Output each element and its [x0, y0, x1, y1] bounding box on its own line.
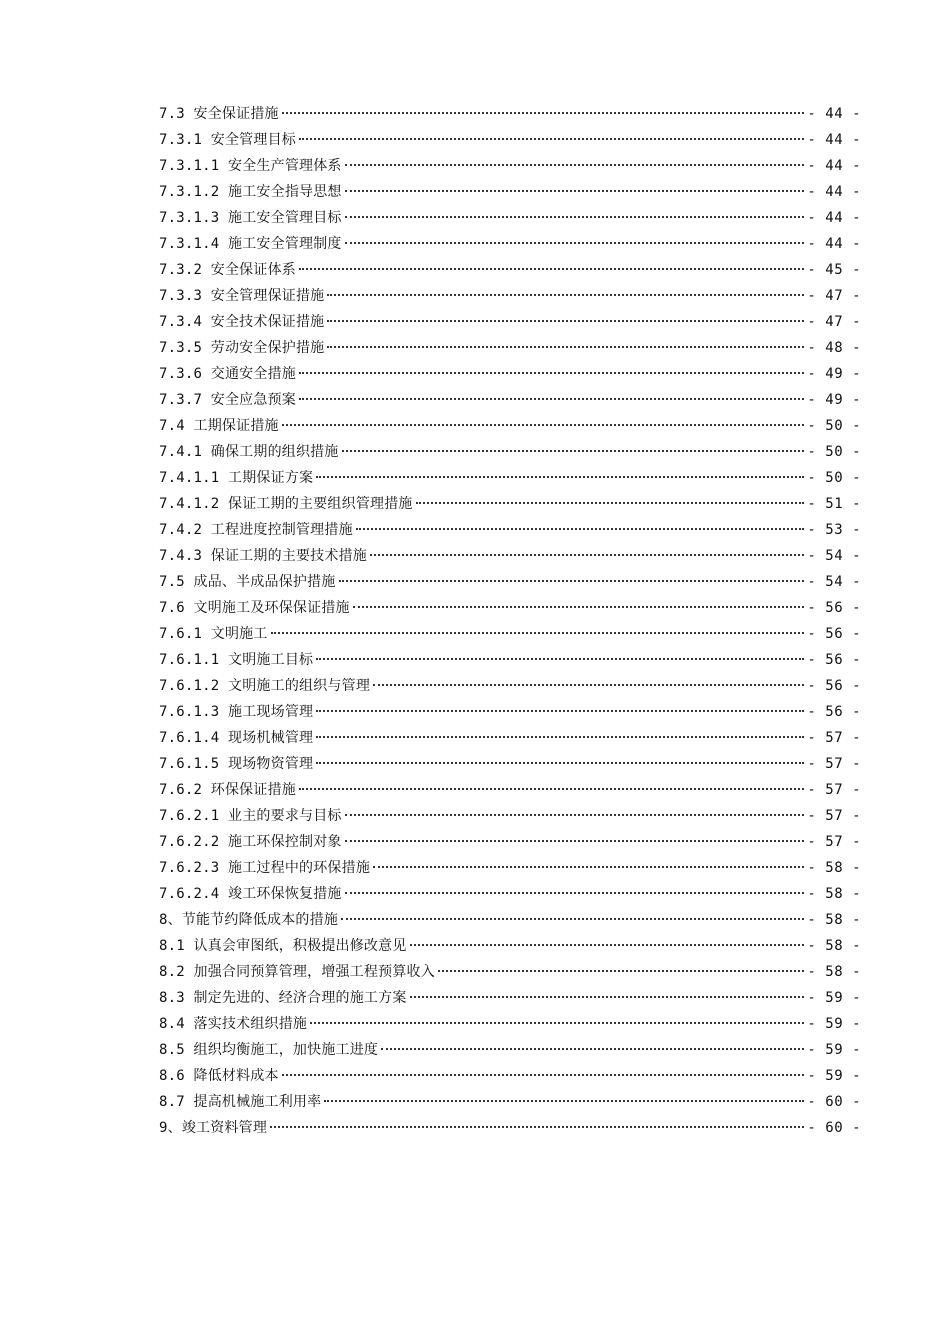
toc-entry-title: 7.6.2.4 竣工环保恢复措施 [159, 886, 342, 902]
toc-entry-page-number: - 49 - [807, 366, 861, 382]
toc-entry[interactable] [159, 751, 861, 777]
toc-entry-page-number: - 44 - [807, 236, 861, 252]
toc-dot-leader [316, 762, 804, 764]
toc-dot-leader [345, 840, 805, 842]
toc-entry-title: 7.3.6 交通安全措施 [159, 366, 296, 382]
toc-dot-leader [356, 528, 805, 530]
toc-entry-page-number: - 58 - [807, 886, 861, 902]
toc-entry-title: 8.2 加强合同预算管理，增强工程预算收入 [159, 964, 435, 980]
toc-dot-leader [316, 476, 804, 478]
toc-entry-page-number: - 50 - [807, 418, 861, 434]
toc-entry-page-number: - 57 - [807, 834, 861, 850]
toc-dot-leader [410, 996, 805, 998]
toc-entry-title: 9、竣工资料管理 [159, 1120, 268, 1136]
toc-entry[interactable] [159, 1063, 861, 1089]
toc-entry-title: 7.3.1.1 安全生产管理体系 [159, 158, 342, 174]
toc-entry[interactable] [159, 881, 861, 907]
toc-dot-leader [299, 138, 804, 140]
toc-entry[interactable] [159, 101, 861, 127]
toc-entry-title: 7.3.1.3 施工安全管理目标 [159, 210, 342, 226]
toc-entry-page-number: - 50 - [807, 470, 861, 486]
toc-entry-title: 7.6.1.4 现场机械管理 [159, 730, 314, 746]
toc-entry[interactable] [159, 699, 861, 725]
toc-entry-title: 7.3.3 安全管理保证措施 [159, 288, 325, 304]
toc-dot-leader [299, 268, 804, 270]
toc-entry-page-number: - 59 - [807, 990, 861, 1006]
toc-dot-leader [282, 112, 805, 114]
toc-dot-leader [299, 398, 804, 400]
toc-entry-title: 7.6.1.5 现场物资管理 [159, 756, 314, 772]
toc-dot-leader [327, 294, 804, 296]
toc-dot-leader [282, 1074, 805, 1076]
toc-dot-leader [327, 346, 804, 348]
toc-entry[interactable] [159, 283, 861, 309]
toc-entry-page-number: - 56 - [807, 704, 861, 720]
toc-entry-title: 7.4 工期保证措施 [159, 418, 279, 434]
toc-entry-title: 7.4.1.2 保证工期的主要组织管理措施 [159, 496, 413, 512]
toc-entry-page-number: - 54 - [807, 574, 861, 590]
toc-dot-leader [416, 502, 805, 504]
toc-dot-leader [373, 684, 804, 686]
toc-dot-leader [381, 1048, 804, 1050]
toc-dot-leader [353, 606, 805, 608]
toc-entry-page-number: - 56 - [807, 626, 861, 642]
toc-entry-title: 7.4.2 工程进度控制管理措施 [159, 522, 353, 538]
table-of-contents [159, 101, 861, 1141]
toc-entry-title: 8、节能节约降低成本的措施 [159, 912, 339, 928]
toc-entry-page-number: - 56 - [807, 678, 861, 694]
toc-entry[interactable] [159, 387, 861, 413]
toc-entry[interactable] [159, 127, 861, 153]
toc-dot-leader [327, 320, 804, 322]
toc-entry-page-number: - 57 - [807, 730, 861, 746]
toc-dot-leader [316, 710, 804, 712]
toc-entry-page-number: - 58 - [807, 938, 861, 954]
toc-entry[interactable] [159, 725, 861, 751]
toc-dot-leader [438, 970, 805, 972]
toc-entry-title: 7.3.1 安全管理目标 [159, 132, 296, 148]
toc-entry[interactable] [159, 257, 861, 283]
toc-entry-page-number: - 56 - [807, 652, 861, 668]
toc-entry-page-number: - 58 - [807, 964, 861, 980]
toc-entry-title: 7.4.1 确保工期的组织措施 [159, 444, 339, 460]
toc-dot-leader [345, 164, 805, 166]
toc-entry-title: 7.6.1.2 文明施工的组织与管理 [159, 678, 371, 694]
toc-entry[interactable] [159, 907, 861, 933]
toc-entry-title: 8.1 认真会审图纸，积极提出修改意见 [159, 938, 407, 954]
toc-entry-page-number: - 53 - [807, 522, 861, 538]
toc-entry-page-number: - 59 - [807, 1042, 861, 1058]
toc-dot-leader [341, 918, 804, 920]
toc-entry-title: 7.3.2 安全保证体系 [159, 262, 296, 278]
toc-entry-title: 7.6.1 文明施工 [159, 626, 268, 642]
toc-entry[interactable] [159, 595, 861, 621]
toc-entry[interactable] [159, 309, 861, 335]
toc-entry[interactable] [159, 1115, 861, 1141]
toc-entry-page-number: - 59 - [807, 1016, 861, 1032]
toc-entry-title: 7.6.2.1 业主的要求与目标 [159, 808, 342, 824]
toc-entry[interactable] [159, 933, 861, 959]
toc-entry-page-number: - 59 - [807, 1068, 861, 1084]
toc-dot-leader [282, 424, 805, 426]
toc-entry-title: 8.3 制定先进的、经济合理的施工方案 [159, 990, 407, 1006]
toc-entry[interactable] [159, 1011, 861, 1037]
toc-entry-page-number: - 58 - [807, 912, 861, 928]
toc-entry-page-number: - 44 - [807, 158, 861, 174]
toc-entry-page-number: - 57 - [807, 756, 861, 772]
toc-entry-title: 7.3 安全保证措施 [159, 106, 279, 122]
toc-dot-leader [345, 216, 805, 218]
toc-entry[interactable] [159, 1089, 861, 1115]
toc-entry[interactable] [159, 569, 861, 595]
toc-entry-title: 7.6.2 环保保证措施 [159, 782, 296, 798]
toc-entry[interactable] [159, 361, 861, 387]
toc-entry-title: 7.4.3 保证工期的主要技术措施 [159, 548, 367, 564]
toc-dot-leader [316, 658, 804, 660]
toc-entry-title: 8.5 组织均衡施工，加快施工进度 [159, 1042, 379, 1058]
toc-entry[interactable] [159, 491, 861, 517]
toc-dot-leader [345, 190, 805, 192]
toc-dot-leader [324, 1100, 804, 1102]
toc-dot-leader [316, 736, 804, 738]
toc-entry-page-number: - 45 - [807, 262, 861, 278]
toc-entry[interactable] [159, 1037, 861, 1063]
toc-entry-title: 7.3.7 安全应急预案 [159, 392, 296, 408]
toc-entry[interactable] [159, 959, 861, 985]
toc-entry-page-number: - 49 - [807, 392, 861, 408]
toc-entry-title: 8.4 落实技术组织措施 [159, 1016, 308, 1032]
toc-entry-page-number: - 56 - [807, 600, 861, 616]
toc-dot-leader [299, 372, 804, 374]
toc-dot-leader [299, 788, 804, 790]
toc-entry-title: 7.3.1.2 施工安全指导思想 [159, 184, 342, 200]
toc-entry[interactable] [159, 153, 861, 179]
toc-dot-leader [339, 580, 805, 582]
toc-dot-leader [370, 554, 804, 556]
toc-entry-title: 7.3.1.4 施工安全管理制度 [159, 236, 342, 252]
toc-entry[interactable] [159, 777, 861, 803]
toc-entry-page-number: - 44 - [807, 184, 861, 200]
toc-entry-title: 7.6.2.2 施工环保控制对象 [159, 834, 342, 850]
toc-entry-page-number: - 60 - [807, 1120, 861, 1136]
toc-entry-page-number: - 44 - [807, 210, 861, 226]
toc-dot-leader [345, 242, 805, 244]
toc-entry-title: 8.6 降低材料成本 [159, 1068, 279, 1084]
toc-entry-title: 7.6.1.3 施工现场管理 [159, 704, 314, 720]
toc-entry[interactable] [159, 673, 861, 699]
toc-dot-leader [270, 1126, 804, 1128]
toc-entry[interactable] [159, 543, 861, 569]
toc-dot-leader [345, 892, 805, 894]
toc-dot-leader [410, 944, 805, 946]
toc-entry-page-number: - 50 - [807, 444, 861, 460]
toc-entry[interactable] [159, 621, 861, 647]
toc-entry[interactable] [159, 985, 861, 1011]
toc-entry[interactable] [159, 803, 861, 829]
toc-entry[interactable] [159, 205, 861, 231]
toc-entry-title: 7.5 成品、半成品保护措施 [159, 574, 336, 590]
toc-entry[interactable] [159, 517, 861, 543]
toc-entry[interactable] [159, 231, 861, 257]
toc-entry[interactable] [159, 855, 861, 881]
toc-dot-leader [342, 450, 805, 452]
toc-entry[interactable] [159, 413, 861, 439]
toc-entry-title: 7.3.4 安全技术保证措施 [159, 314, 325, 330]
toc-dot-leader [345, 814, 805, 816]
toc-entry-title: 8.7 提高机械施工利用率 [159, 1094, 322, 1110]
toc-entry-page-number: - 60 - [807, 1094, 861, 1110]
toc-entry-title: 7.6.2.3 施工过程中的环保措施 [159, 860, 371, 876]
toc-entry-page-number: - 48 - [807, 340, 861, 356]
toc-entry-title: 7.6 文明施工及环保保证措施 [159, 600, 350, 616]
toc-entry[interactable] [159, 647, 861, 673]
toc-entry-page-number: - 58 - [807, 860, 861, 876]
toc-dot-leader [310, 1022, 804, 1024]
toc-entry-page-number: - 54 - [807, 548, 861, 564]
toc-entry-page-number: - 51 - [807, 496, 861, 512]
toc-entry[interactable] [159, 439, 861, 465]
toc-entry-title: 7.4.1.1 工期保证方案 [159, 470, 314, 486]
toc-entry-page-number: - 57 - [807, 782, 861, 798]
toc-entry-title: 7.3.5 劳动安全保护措施 [159, 340, 325, 356]
toc-entry[interactable] [159, 829, 861, 855]
toc-entry-page-number: - 44 - [807, 106, 861, 122]
toc-entry-page-number: - 44 - [807, 132, 861, 148]
toc-entry[interactable] [159, 465, 861, 491]
toc-dot-leader [373, 866, 804, 868]
toc-entry-page-number: - 47 - [807, 314, 861, 330]
toc-entry[interactable] [159, 335, 861, 361]
toc-entry-page-number: - 47 - [807, 288, 861, 304]
toc-dot-leader [271, 632, 805, 634]
toc-entry-page-number: - 57 - [807, 808, 861, 824]
toc-entry-title: 7.6.1.1 文明施工目标 [159, 652, 314, 668]
toc-entry[interactable] [159, 179, 861, 205]
